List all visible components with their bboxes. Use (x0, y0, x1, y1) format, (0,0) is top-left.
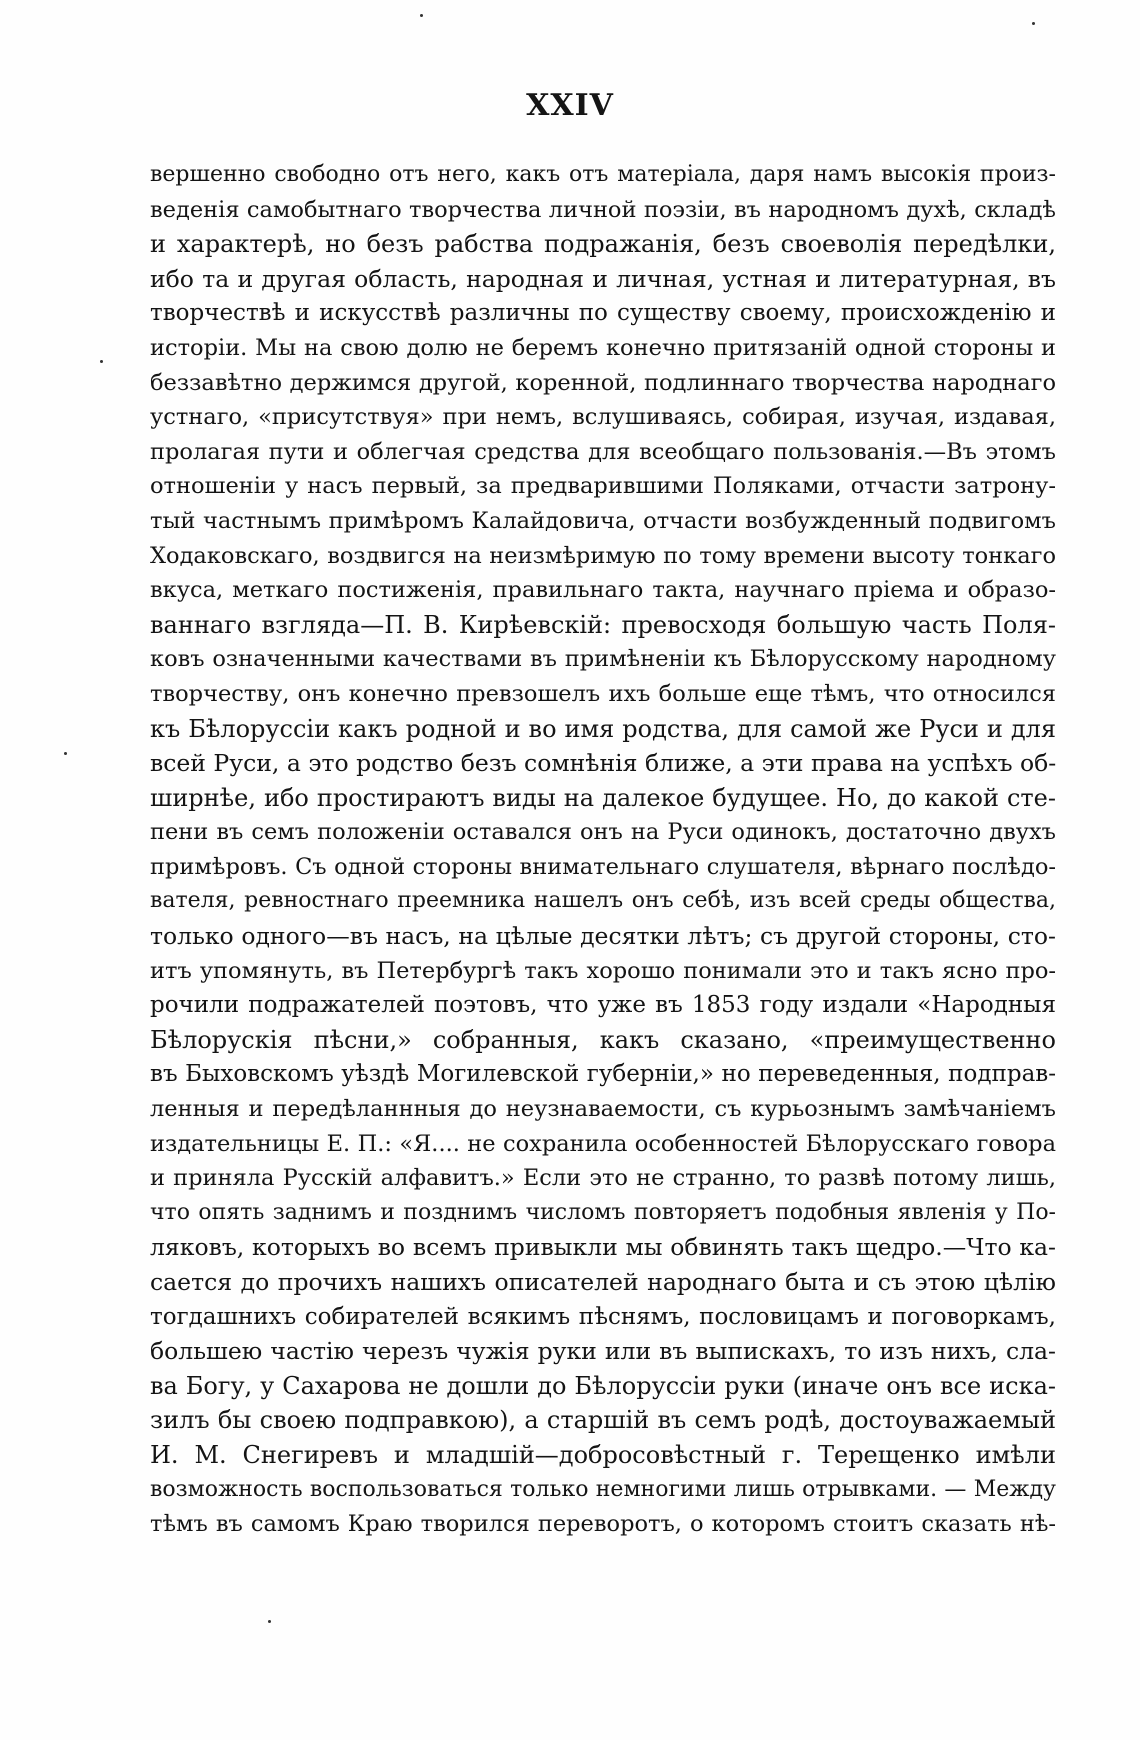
text-line: творчествѣ и искусствѣ различны по существу своему, происхожденію и (150, 300, 1056, 327)
text-line: ва Богу, у Сахарова не дошли до Бѣлоруссіи руки (иначе онъ все иска- (150, 1371, 1056, 1400)
text-line: тѣмъ въ самомъ Краю творился переворотъ, о которомъ стоитъ сказать нѣ- (150, 1511, 1056, 1538)
text-line: итъ упомянуть, въ Петербургѣ такъ хорошо понимали это и такъ ясно про- (150, 957, 1056, 984)
text-line: только одного—въ насъ, на цѣлые десятки лѣтъ; съ другой стороны, сто- (150, 922, 1056, 951)
text-line: ленныя и передѣланнныя до неузнаваемости, съ курьознымъ замѣчаніемъ (150, 1096, 1056, 1123)
text-line: пролагая пути и облегчая средства для всеобщаго пользованія.—Въ этомъ (150, 438, 1056, 465)
text-line: ширнѣе, ибо простираютъ виды на далекое будущее. Но, до какой сте- (150, 783, 1056, 812)
text-line: и характерѣ, но безъ рабства подражанія, безъ своеволія передѣлки, (150, 230, 1056, 259)
text-line: тый частнымъ примѣромъ Калайдовича, отчасти возбужденный подвигомъ (150, 507, 1056, 534)
text-line: всей Руси, а это родство безъ сомнѣнія ближе, а эти права на успѣхъ об- (150, 749, 1056, 778)
text-line: ковъ означенными качествами въ примѣненіи къ Бѣлорусскому народному (150, 646, 1056, 673)
text-line: что опять заднимъ и позднимъ числомъ повторяетъ подобныя явленія у По- (150, 1199, 1056, 1225)
text-line: отношеніи у насъ первый, за предварившими Поляками, отчасти затрону- (150, 473, 1056, 500)
text-line: И. М. Снегиревъ и младшій—добросовѣстный г. Терещенко имѣли (150, 1440, 1056, 1469)
text-line: тогдашнихъ собирателей всякимъ пѣснямъ, пословицамъ и поговоркамъ, (150, 1303, 1056, 1330)
text-line: въ Быховскомъ уѣздѣ Могилевской губерніи,» но переведенныя, подправ- (150, 1061, 1056, 1088)
text-line: веденія самобытнаго творчества личной поэзіи, въ народномъ духѣ, складѣ (150, 196, 1056, 223)
text-line: пени въ семъ положеніи оставался онъ на Руси одинокъ, достаточно двухъ (150, 819, 1056, 846)
text-line: возможность воспользоваться только немногими лишь отрывками. — Между (150, 1476, 1056, 1502)
text-line: примѣровъ. Съ одной стороны внимательнаго слушателя, вѣрнаго послѣдо- (150, 853, 1056, 880)
print-speck (100, 360, 103, 363)
text-line: къ Бѣлоруссіи какъ родной и во имя родства, для самой же Руси и для (150, 714, 1056, 743)
text-line: зилъ бы своею подправкою), а старшій въ семъ родѣ, достоуважаемый (150, 1406, 1056, 1435)
text-line: беззавѣтно держимся другой, коренной, подлиннаго творчества народнаго (150, 369, 1056, 396)
text-line: Ходаковскаго, воздвигся на неизмѣримую по тому времени высоту тонкаго (150, 542, 1056, 569)
text-line: ибо та и другая область, народная и личная, устная и литературная, въ (150, 264, 1056, 293)
print-speck (1032, 22, 1035, 25)
print-speck (268, 1620, 271, 1623)
text-line: издательницы Е. П.: «Я.... не сохранила особенностей Бѣлорусскаго говора (150, 1130, 1056, 1157)
text-line: ваннаго взгляда—П. В. Кирѣевскій: превосходя большую часть Поля- (150, 610, 1056, 639)
page-number: XXIV (526, 88, 614, 123)
text-line: вершенно свободно отъ него, какъ отъ матеріала, даря намъ высокія произ- (150, 162, 1056, 187)
text-line: ляковъ, которыхъ во всемъ привыкли мы обвинять такъ щедро.—Что ка- (150, 1233, 1056, 1262)
text-line: вкуса, меткаго постиженія, правильнаго такта, научнаго пріема и образо- (150, 577, 1056, 604)
print-speck (420, 14, 423, 17)
text-line: устнаго, «присутствуя» при немъ, вслушиваясь, собирая, изучая, издавая, (150, 404, 1056, 431)
text-line: Бѣлорускія пѣсни,» собранныя, какъ сказано, «преимущественно (150, 1025, 1056, 1054)
print-speck (64, 752, 67, 755)
text-line: и приняла Русскій алфавитъ.» Если это не странно, то развѣ потому лишь, (150, 1165, 1056, 1192)
text-line: вателя, ревностнаго преемника нашелъ онъ себѣ, изъ всей среды общества, (150, 888, 1056, 914)
text-line: исторіи. Мы на свою долю не беремъ конечно притязаній одной стороны и (150, 334, 1056, 361)
body-text (150, 158, 1056, 1542)
text-line: творчеству, онъ конечно превзошелъ ихъ больше еще тѣмъ, что относился (150, 680, 1056, 707)
text-line: большею частію черезъ чужія руки или въ выпискахъ, то изъ нихъ, сла- (150, 1337, 1056, 1366)
text-line: рочили подражателей поэтовъ, что уже въ 1853 году издали «Народныя (150, 992, 1056, 1019)
text-line: сается до прочихъ нашихъ описателей народнаго быта и съ этою цѣлію (150, 1268, 1056, 1296)
